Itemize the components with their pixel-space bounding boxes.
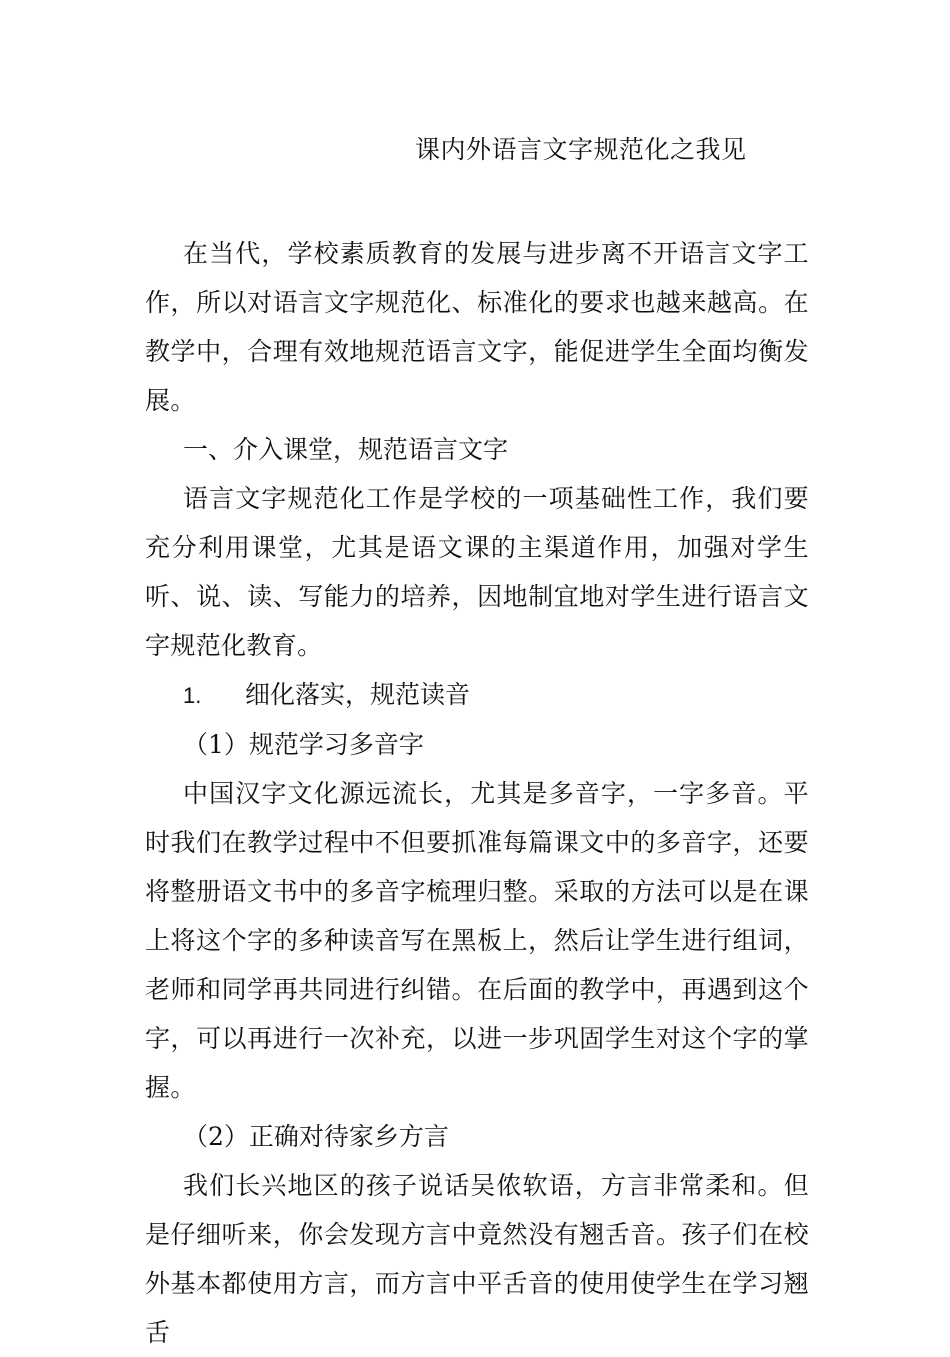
- numbered-item-text: 细化落实，规范读音: [245, 680, 471, 709]
- paragraph-dialect: 我们长兴地区的孩子说话吴侬软语，方言非常柔和。但是仔细听来，你会发现方言中竟然没有翘舌音。孩子们在校外基本都使用方言，而方言中平舌音的使用使学生在学习翘舌: [145, 1171, 809, 1347]
- numbered-item-1: [145, 670, 809, 720]
- document-title: 课内外语言文字规范化之我见: [415, 135, 747, 164]
- section-heading-1: 一、介入课堂，规范语言文字: [183, 435, 509, 464]
- paragraph-polyphonic: 中国汉字文化源远流长，尤其是多音字，一字多音。平时我们在教学过程中不但要抓准每篇课文中的多音字，还要将整册语文书中的多音字梳理归整。采取的方法可以是在课上将这个字的多种读音写在黑板上，然后让学生进行组词，老师和同学再共同进行纠错。在后面的教学中，再遇到这个字，可以再进行一次补充，以进一步巩固学生对这个字的掌握。: [145, 779, 809, 1102]
- subheading-2: （2）正确对待家乡方言: [183, 1122, 449, 1151]
- paragraph-intro: 在当代，学校素质教育的发展与进步离不开语言文字工作，所以对语言文字规范化、标准化的要求也越来越高。在教学中，合理有效地规范语言文字，能促进学生全面均衡发展。: [145, 239, 809, 415]
- numbered-item-marker: 1.: [183, 683, 202, 708]
- subheading-1: （1）规范学习多音字: [183, 730, 424, 759]
- document-body: [145, 229, 809, 1357]
- paragraph-section-1: 语言文字规范化工作是学校的一项基础性工作，我们要充分利用课堂，尤其是语文课的主渠道作用，加强对学生听、说、读、写能力的培养，因地制宜地对学生进行语言文字规范化教育。: [145, 484, 809, 660]
